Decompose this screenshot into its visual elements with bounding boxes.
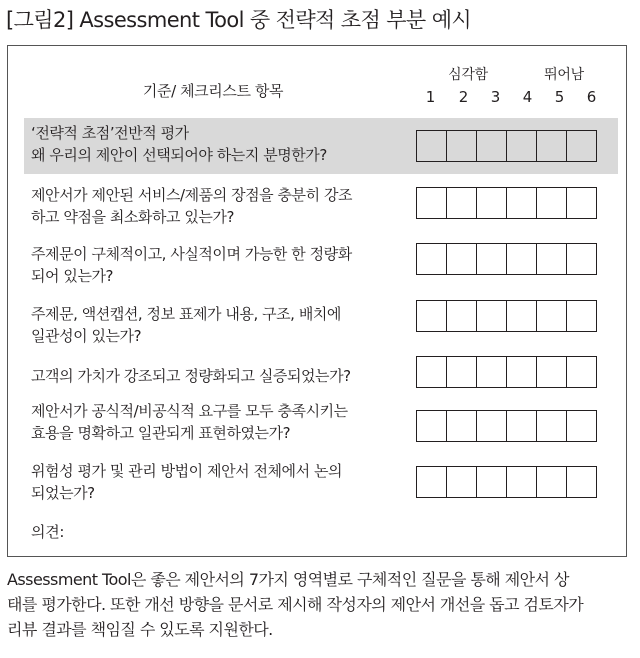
scale-number-5: 5 xyxy=(554,88,565,106)
rating-box-2[interactable] xyxy=(446,300,477,332)
checklist-row-line: 일관성이 있는가? xyxy=(31,327,142,345)
rating-box-2[interactable] xyxy=(446,130,477,162)
checklist-row-text xyxy=(31,365,401,387)
scale-number-1: 1 xyxy=(425,88,436,106)
rating-box-5[interactable] xyxy=(536,356,567,388)
rating-box-2[interactable] xyxy=(446,187,477,219)
rating-box-1[interactable] xyxy=(416,300,447,332)
rating-box-1[interactable] xyxy=(416,356,447,388)
rating-box-5[interactable] xyxy=(536,466,567,498)
checklist-row-line: 하고 약점을 최소화하고 있는가? xyxy=(31,208,234,226)
checklist-row-text xyxy=(31,184,401,228)
rating-box-1[interactable] xyxy=(416,466,447,498)
rating-box-4[interactable] xyxy=(506,466,537,498)
caption-line: 리뷰 결과를 책임질 수 있도록 지원한다. xyxy=(7,620,273,639)
checklist-row-line: 위험성 평가 및 관리 방법이 제안서 전체에서 논의 xyxy=(31,462,343,480)
checklist-row-line: 주제문이 구체적이고, 사실적이며 가능한 한 정량화 xyxy=(31,245,352,263)
rating-box-6[interactable] xyxy=(566,300,597,332)
checklist-row-line: 제안서가 제안된 서비스/제품의 장점을 충분히 강조 xyxy=(31,186,353,204)
checklist-row-text xyxy=(31,460,401,504)
rating-box-1[interactable] xyxy=(416,243,447,275)
figure-title: [그림2] Assessment Tool 중 전략적 초점 부분 예시 xyxy=(6,8,472,32)
rating-box-6[interactable] xyxy=(566,466,597,498)
checklist-row-line: 효용을 명확하고 일관되게 표현하였는가? xyxy=(31,424,291,442)
checklist-row-text xyxy=(31,122,401,166)
rating-box-5[interactable] xyxy=(536,187,567,219)
rating-box-3[interactable] xyxy=(476,243,507,275)
rating-box-2[interactable] xyxy=(446,466,477,498)
checklist-row-text xyxy=(31,303,401,347)
rating-box-1[interactable] xyxy=(416,187,447,219)
rating-box-4[interactable] xyxy=(506,130,537,162)
checklist-row-line: 제안서가 공식적/비공식적 요구를 모두 충족시키는 xyxy=(31,402,348,420)
opinion-label: 의견: xyxy=(31,523,65,541)
rating-box-6[interactable] xyxy=(566,356,597,388)
rating-box-group xyxy=(416,187,596,219)
checklist-row-text xyxy=(31,400,401,444)
figure-caption xyxy=(7,567,633,642)
rating-box-3[interactable] xyxy=(476,410,507,442)
rating-box-4[interactable] xyxy=(506,356,537,388)
rating-box-4[interactable] xyxy=(506,300,537,332)
caption-line: 태를 평가한다. 또한 개선 방향을 문서로 제시해 작성자의 제안서 개선을 돕고 검토자가 xyxy=(7,595,584,614)
checklist-row-line: 왜 우리의 제안이 선택되어야 하는지 분명한가? xyxy=(31,146,327,164)
rating-box-2[interactable] xyxy=(446,410,477,442)
rating-box-3[interactable] xyxy=(476,300,507,332)
rating-box-3[interactable] xyxy=(476,130,507,162)
rating-box-group xyxy=(416,243,596,275)
checklist-row-line: 주제문, 액션캡션, 정보 표제가 내용, 구조, 배치에 xyxy=(31,305,341,323)
rating-box-6[interactable] xyxy=(566,187,597,219)
rating-box-2[interactable] xyxy=(446,243,477,275)
rating-box-3[interactable] xyxy=(476,356,507,388)
caption-line: Assessment Tool은 좋은 제안서의 7가지 영역별로 구체적인 질문을 통해 제안서 상 xyxy=(7,570,569,589)
rating-box-5[interactable] xyxy=(536,130,567,162)
rating-box-4[interactable] xyxy=(506,410,537,442)
rating-box-1[interactable] xyxy=(416,130,447,162)
rating-box-group xyxy=(416,300,596,332)
rating-box-3[interactable] xyxy=(476,466,507,498)
rating-box-1[interactable] xyxy=(416,410,447,442)
rating-box-6[interactable] xyxy=(566,130,597,162)
checklist-row-text xyxy=(31,243,401,287)
checklist-row-line: ‘전략적 초점’전반적 평가 xyxy=(31,124,189,142)
rating-box-group xyxy=(416,410,596,442)
rating-box-4[interactable] xyxy=(506,187,537,219)
scale-low-label: 심각함 xyxy=(448,67,488,83)
rating-box-group xyxy=(416,356,596,388)
scale-high-label: 뛰어남 xyxy=(544,67,584,83)
checklist-row-line: 고객의 가치가 강조되고 정량화되고 실증되었는가? xyxy=(31,367,351,385)
scale-number-2: 2 xyxy=(458,88,469,106)
scale-number-6: 6 xyxy=(586,88,597,106)
scale-number-4: 4 xyxy=(522,88,533,106)
rating-box-6[interactable] xyxy=(566,410,597,442)
scale-number-3: 3 xyxy=(490,88,501,106)
rating-box-2[interactable] xyxy=(446,356,477,388)
rating-box-6[interactable] xyxy=(566,243,597,275)
rating-box-4[interactable] xyxy=(506,243,537,275)
rating-box-5[interactable] xyxy=(536,243,567,275)
rating-box-group xyxy=(416,466,596,498)
rating-box-group xyxy=(416,130,596,162)
criteria-column-header: 기준/ 체크리스트 항목 xyxy=(142,82,284,100)
checklist-row-line: 되었는가? xyxy=(31,484,95,502)
checklist-row-line: 되어 있는가? xyxy=(31,267,114,285)
rating-box-3[interactable] xyxy=(476,187,507,219)
rating-box-5[interactable] xyxy=(536,300,567,332)
rating-box-5[interactable] xyxy=(536,410,567,442)
